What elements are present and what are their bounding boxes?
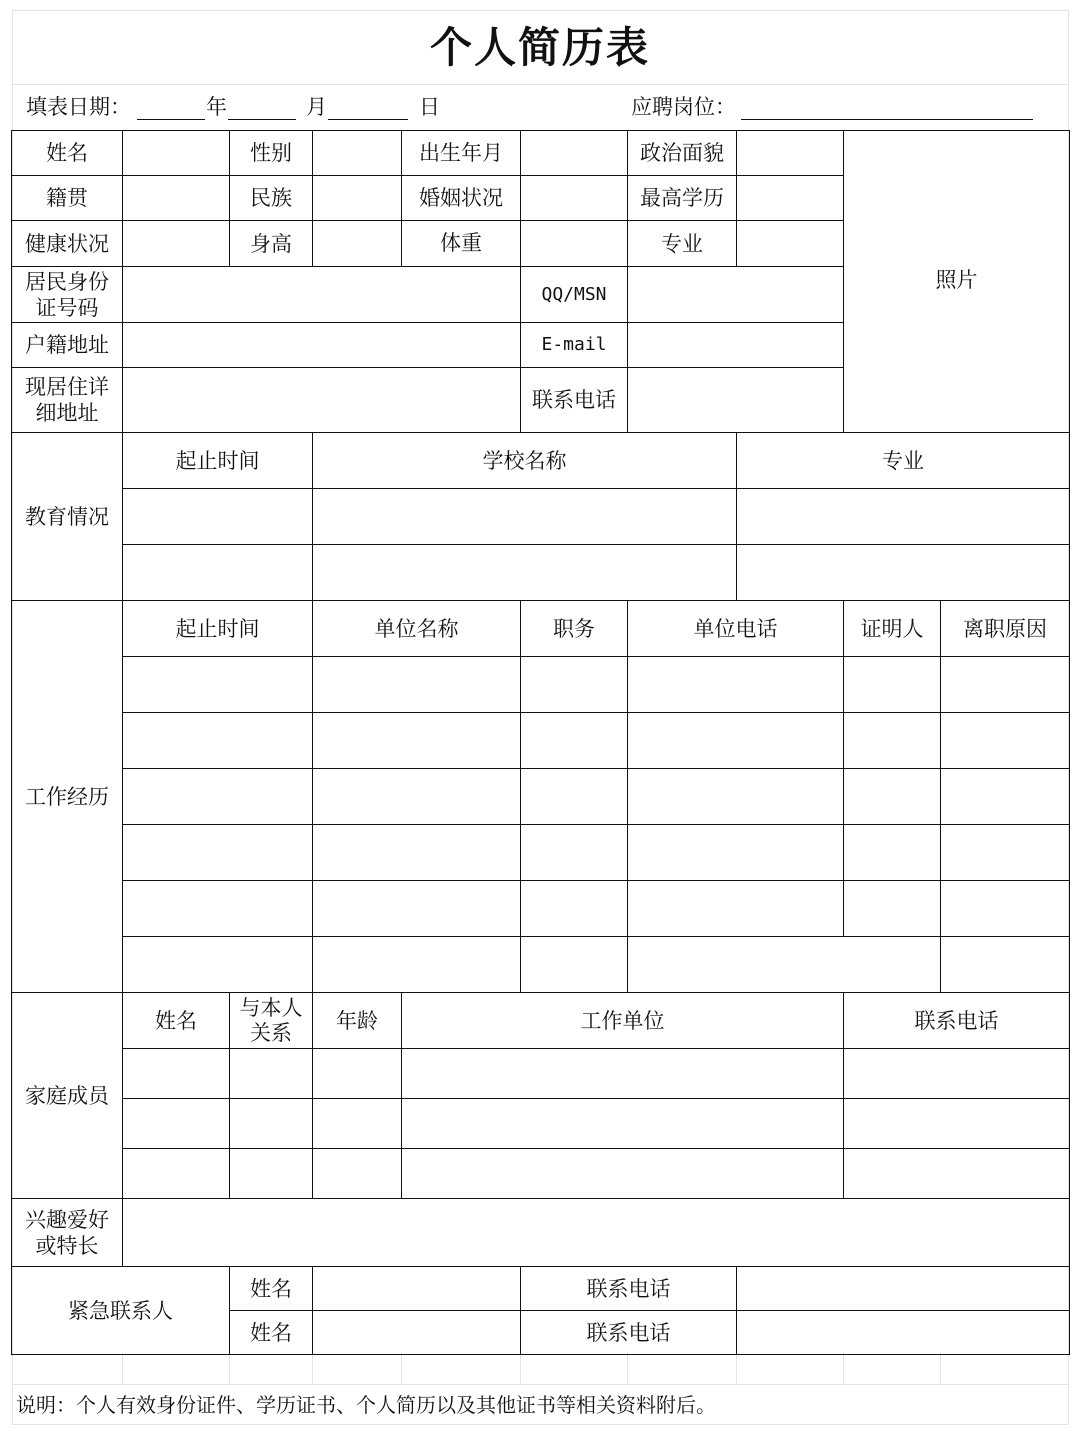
qq-value[interactable] xyxy=(628,267,844,323)
name-value[interactable] xyxy=(123,131,230,176)
family-section-label: 家庭成员 xyxy=(12,993,123,1199)
family-relation-header xyxy=(230,993,313,1049)
marital-label: 婚姻状况 xyxy=(402,176,521,221)
table-cell[interactable] xyxy=(123,1099,230,1149)
hobby-label xyxy=(12,1199,123,1267)
table-cell[interactable] xyxy=(628,937,941,993)
marital-value[interactable] xyxy=(521,176,628,221)
hukou-value[interactable] xyxy=(123,323,521,368)
work-phone-header: 单位电话 xyxy=(628,601,844,657)
grid-line xyxy=(229,1353,230,1385)
table-cell[interactable] xyxy=(313,937,521,993)
emergency-name-value[interactable] xyxy=(313,1267,521,1311)
education-section-label: 教育情况 xyxy=(12,433,123,601)
table-cell[interactable] xyxy=(230,1049,313,1099)
table-cell[interactable] xyxy=(521,825,628,881)
table-cell[interactable] xyxy=(230,1149,313,1199)
photo-cell[interactable] xyxy=(844,131,1070,433)
address-label xyxy=(12,368,123,433)
position-label: 应聘岗位： xyxy=(631,95,736,119)
emergency-phone-label: 联系电话 xyxy=(521,1267,737,1311)
gender-value[interactable] xyxy=(313,131,402,176)
emergency-name-label: 姓名 xyxy=(230,1267,313,1311)
table-cell[interactable] xyxy=(123,825,313,881)
hobby-text: 兴趣爱好或特长 xyxy=(25,1207,109,1258)
height-label: 身高 xyxy=(230,221,313,267)
table-cell[interactable] xyxy=(844,713,941,769)
height-input[interactable] xyxy=(313,221,402,266)
day-label: 日 xyxy=(419,95,440,119)
table-cell[interactable] xyxy=(313,1049,402,1099)
edu-school-cell[interactable] xyxy=(313,489,737,545)
table-cell[interactable] xyxy=(313,1099,402,1149)
table-cell[interactable] xyxy=(123,1049,230,1099)
table-cell[interactable] xyxy=(521,769,628,825)
weight-label: 体重 xyxy=(440,231,482,255)
year-field[interactable] xyxy=(137,119,205,120)
table-cell[interactable] xyxy=(313,881,521,937)
qq-label: QQ/MSN xyxy=(521,267,628,323)
table-cell[interactable] xyxy=(521,937,628,993)
table-cell[interactable] xyxy=(844,769,941,825)
position-field[interactable] xyxy=(741,119,1033,120)
table-cell[interactable] xyxy=(230,1099,313,1149)
table-cell[interactable] xyxy=(313,825,521,881)
birth-label: 出生年月 xyxy=(402,131,521,176)
table-cell[interactable] xyxy=(844,1149,1070,1199)
grid-line xyxy=(940,1353,941,1385)
work-company-header: 单位名称 xyxy=(313,601,521,657)
table-cell[interactable] xyxy=(313,657,521,713)
work-witness-header: 证明人 xyxy=(844,601,941,657)
emergency-name-label: 姓名 xyxy=(230,1311,313,1355)
table-cell[interactable] xyxy=(313,713,521,769)
health-label: 健康状况 xyxy=(12,221,123,267)
email-label: E-mail xyxy=(521,323,628,368)
family-name-header: 姓名 xyxy=(123,993,230,1049)
hobby-value[interactable] xyxy=(123,1199,1070,1267)
major-value[interactable] xyxy=(737,221,844,267)
work-post-header: 职务 xyxy=(521,601,628,657)
name-label: 姓名 xyxy=(12,131,123,176)
id-number-value[interactable] xyxy=(123,267,521,323)
table-cell[interactable] xyxy=(123,881,313,937)
table-cell[interactable] xyxy=(844,1049,1070,1099)
phone-value[interactable] xyxy=(628,368,844,433)
table-cell[interactable] xyxy=(844,1099,1070,1149)
table-cell[interactable] xyxy=(521,881,628,937)
table-cell[interactable] xyxy=(844,825,941,881)
native-value[interactable] xyxy=(123,176,230,221)
work-section-label: 工作经历 xyxy=(12,601,123,993)
major-label: 专业 xyxy=(628,221,737,267)
email-value[interactable] xyxy=(628,323,844,368)
grid-line xyxy=(12,1384,1068,1385)
education-value[interactable] xyxy=(737,176,844,221)
id-number-text: 居民身份证号码 xyxy=(25,269,109,320)
hukou-label: 户籍地址 xyxy=(12,323,123,368)
table-cell[interactable] xyxy=(628,881,844,937)
grid-line xyxy=(12,10,1068,11)
political-value[interactable] xyxy=(737,131,844,176)
edu-school-header: 学校名称 xyxy=(313,433,737,489)
grid-line xyxy=(520,1353,521,1385)
grid-line xyxy=(12,84,1068,85)
work-reason-header: 离职原因 xyxy=(941,601,1070,657)
table-cell[interactable] xyxy=(521,657,628,713)
resume-form xyxy=(11,130,1070,1355)
edu-major-cell[interactable] xyxy=(737,545,1070,601)
table-cell[interactable] xyxy=(844,881,941,937)
emergency-phone-label: 联系电话 xyxy=(521,1311,737,1355)
emergency-phone-value[interactable] xyxy=(737,1267,1070,1311)
grid-line xyxy=(12,1424,1068,1425)
table-cell[interactable] xyxy=(628,769,844,825)
table-cell[interactable] xyxy=(941,657,1070,713)
grid-line xyxy=(736,1353,737,1385)
month-field[interactable] xyxy=(228,119,296,120)
edu-major-header: 专业 xyxy=(737,433,1070,489)
edu-major-cell[interactable] xyxy=(737,489,1070,545)
native-label: 籍贯 xyxy=(12,176,123,221)
ethnic-label: 民族 xyxy=(230,176,313,221)
edu-period-cell[interactable] xyxy=(123,489,313,545)
day-field[interactable] xyxy=(328,119,408,120)
table-cell[interactable] xyxy=(123,769,313,825)
fill-date-label: 填表日期： xyxy=(26,95,131,119)
grid-line xyxy=(843,1353,844,1385)
id-number-label xyxy=(12,267,123,323)
emergency-section-label: 紧急联系人 xyxy=(12,1267,230,1355)
grid-line xyxy=(401,1353,402,1385)
table-cell[interactable] xyxy=(521,713,628,769)
grid-line xyxy=(312,1353,313,1385)
table-cell[interactable] xyxy=(844,657,941,713)
table-cell[interactable] xyxy=(123,713,313,769)
political-label: 政治面貌 xyxy=(628,131,737,176)
emergency-phone-value[interactable] xyxy=(737,1311,1070,1355)
gender-label: 性别 xyxy=(230,131,313,176)
family-relation-text: 与本人关系 xyxy=(239,995,303,1045)
grid-line xyxy=(627,1353,628,1385)
table-cell[interactable] xyxy=(941,881,1070,937)
education-label: 最高学历 xyxy=(628,176,737,221)
table-cell[interactable] xyxy=(628,825,844,881)
address-value[interactable] xyxy=(123,368,521,433)
year-label: 年 xyxy=(206,95,227,119)
table-cell[interactable] xyxy=(941,713,1070,769)
table-cell[interactable] xyxy=(313,1149,402,1199)
edu-period-cell[interactable] xyxy=(123,545,313,601)
family-phone-header: 联系电话 xyxy=(844,993,1070,1049)
table-cell[interactable] xyxy=(941,769,1070,825)
height-value[interactable] xyxy=(313,221,521,267)
table-cell[interactable] xyxy=(628,657,844,713)
emergency-name-value[interactable] xyxy=(313,1311,521,1355)
table-cell[interactable] xyxy=(402,1049,844,1099)
table-cell[interactable] xyxy=(313,769,521,825)
birth-value[interactable] xyxy=(521,131,628,176)
table-cell[interactable] xyxy=(628,713,844,769)
work-period-header: 起止时间 xyxy=(123,601,313,657)
edu-school-cell[interactable] xyxy=(313,545,737,601)
table-cell[interactable] xyxy=(941,825,1070,881)
table-cell[interactable] xyxy=(123,657,313,713)
footnote: 说明：个人有效身份证件、学历证书、个人简历以及其他证书等相关资料附后。 xyxy=(16,1393,716,1417)
weight-value[interactable] xyxy=(521,221,628,267)
ethnic-value[interactable] xyxy=(313,176,402,221)
table-cell[interactable] xyxy=(402,1099,844,1149)
table-cell[interactable] xyxy=(123,1149,230,1199)
family-age-header: 年龄 xyxy=(313,993,402,1049)
phone-label: 联系电话 xyxy=(521,368,628,433)
family-employer-header: 工作单位 xyxy=(402,993,844,1049)
photo-label: 照片 xyxy=(935,268,978,292)
page-title: 个人简历表 xyxy=(429,23,650,72)
table-cell[interactable] xyxy=(941,937,1070,993)
month-label: 月 xyxy=(306,95,327,119)
health-value[interactable] xyxy=(123,221,230,267)
grid-line xyxy=(122,1353,123,1385)
edu-period-header: 起止时间 xyxy=(123,433,313,489)
table-cell[interactable] xyxy=(123,937,313,993)
address-text: 现居住详细地址 xyxy=(25,375,109,425)
table-cell[interactable] xyxy=(402,1149,844,1199)
